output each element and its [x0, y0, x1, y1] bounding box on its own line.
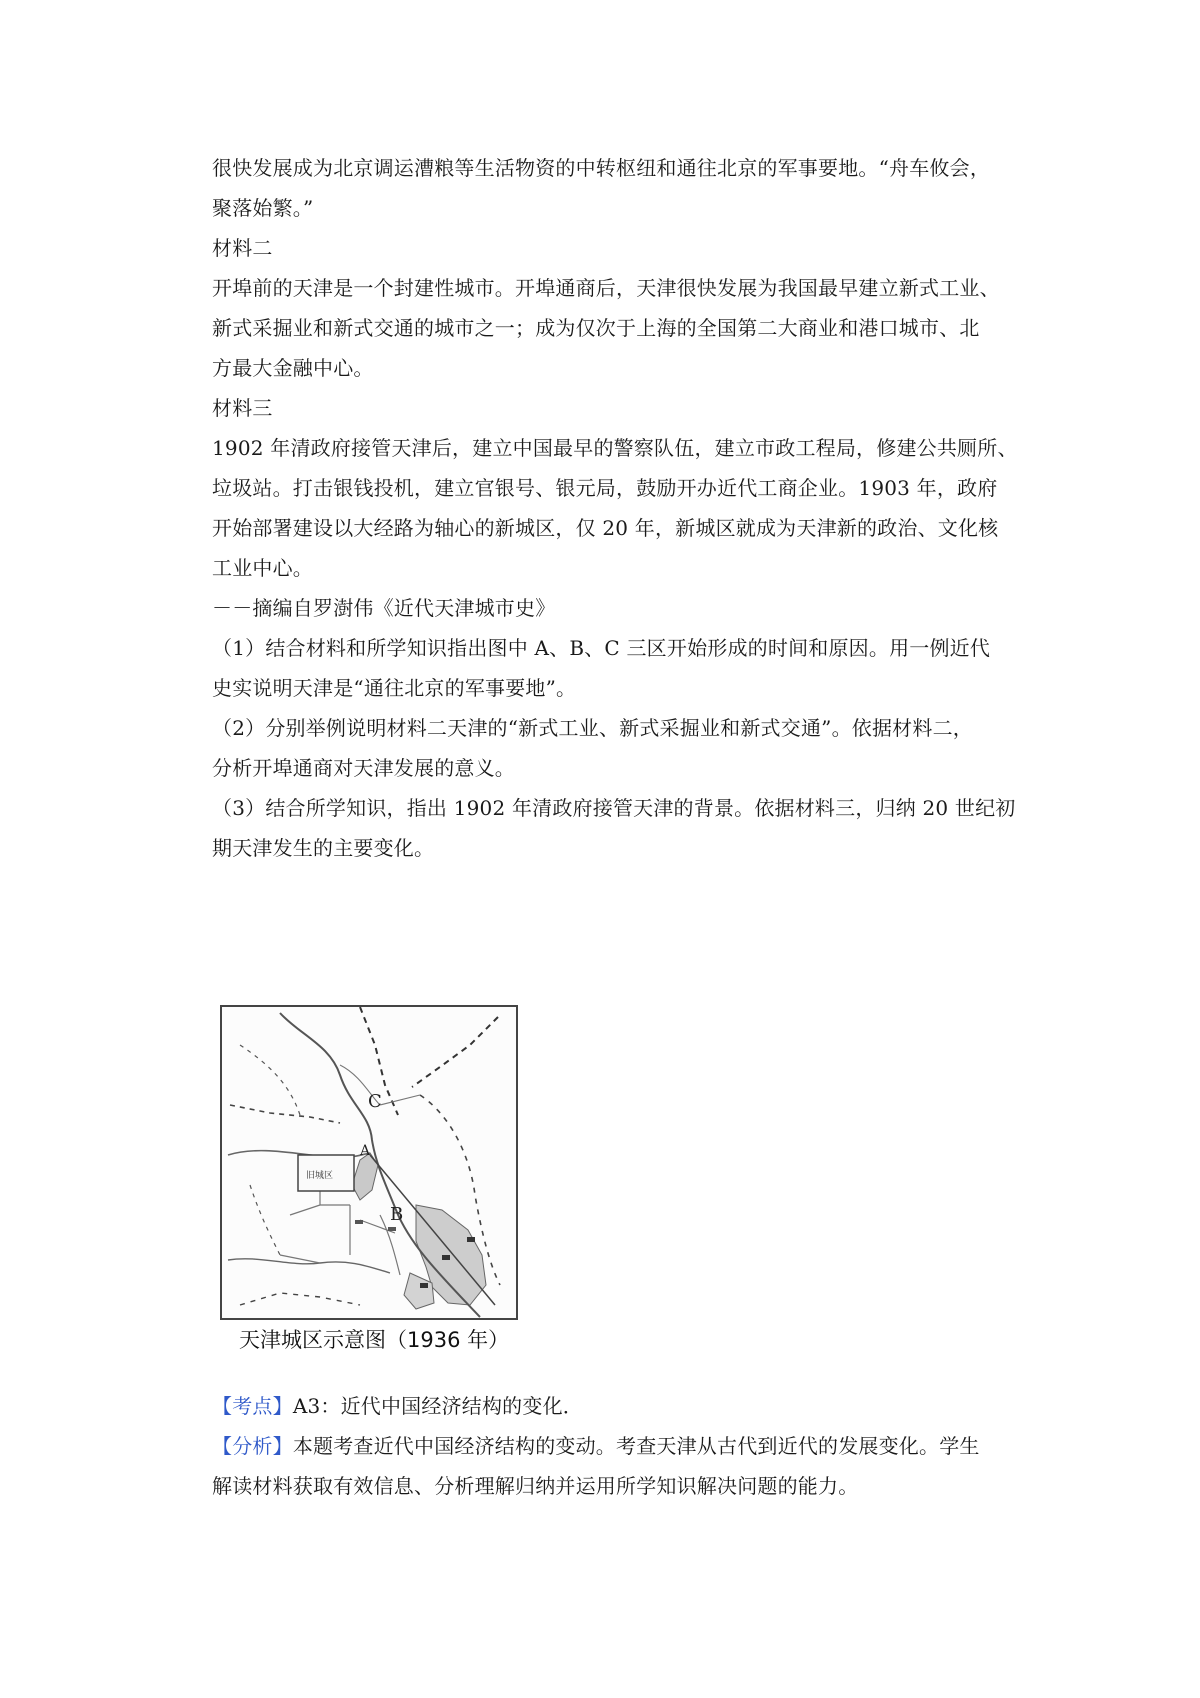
map-label-b: B	[390, 1204, 404, 1225]
tianjin-map	[220, 1005, 518, 1320]
map-caption: 天津城区示意图（1936 年）	[239, 1328, 510, 1352]
material-one-line: 聚落始繁。”	[212, 196, 314, 220]
material-three-line: 开始部署建设以大经路为轴心的新城区，仅 20 年，新城区就成为天津新的政治、文化核	[212, 516, 999, 540]
material-three-heading: 材料三	[212, 396, 273, 420]
kaodian-line	[212, 1386, 1027, 1426]
tianjin-map-figure	[212, 1005, 524, 1360]
answer-section	[212, 1386, 1027, 1506]
material-two-line: 开埠前的天津是一个封建性城市。开埠通商后，天津很快发展为我国最早建立新式工业、	[212, 276, 1000, 300]
question-3-line: 期天津发生的主要变化。	[212, 836, 435, 860]
material-one-line: 很快发展成为北京调运漕粮等生活物资的中转枢纽和通往北京的军事要地。“舟车攸会，	[212, 156, 991, 180]
tianjin-map-drawing	[220, 1005, 518, 1320]
fenxi-line	[212, 1426, 1027, 1466]
material-two-line: 方最大金融中心。	[212, 356, 374, 380]
fenxi-line: 解读材料获取有效信息、分析理解归纳并运用所学知识解决问题的能力。	[212, 1474, 859, 1498]
map-label-a: A	[360, 1143, 371, 1159]
material-two-line: 新式采掘业和新式交通的城市之一；成为仅次于上海的全国第二大商业和港口城市、北	[212, 316, 980, 340]
question-text	[212, 148, 1027, 868]
kaodian-tag: 【考点】	[212, 1394, 293, 1418]
material-three-line: 垃圾站。打击银钱投机，建立官银号、银元局，鼓励开办近代工商企业。1903 年，政府	[212, 476, 998, 500]
question-2-line: 分析开埠通商对天津发展的意义。	[212, 756, 515, 780]
material-three-line: 工业中心。	[212, 556, 313, 580]
fenxi-text: 本题考查近代中国经济结构的变动。考查天津从古代到近代的发展变化。学生	[292, 1434, 980, 1458]
map-label-old-city: 旧城区	[306, 1171, 334, 1181]
material-three-line: 1902 年清政府接管天津后，建立中国最早的警察队伍，建立市政工程局，修建公共厕所、	[212, 436, 1018, 460]
question-2-line: （2）分别举例说明材料二天津的“新式工业、新式采掘业和新式交通”。依据材料二，	[212, 716, 973, 740]
fenxi-tag: 【分析】	[212, 1434, 293, 1458]
material-two-heading: 材料二	[212, 236, 273, 260]
question-1-line: （1）结合材料和所学知识指出图中 A、B、C 三区开始形成的时间和原因。用一例近代	[212, 636, 991, 660]
map-label-c: C	[368, 1091, 382, 1112]
question-1-line: 史实说明天津是“通往北京的军事要地”。	[212, 676, 577, 700]
kaodian-text: A3：近代中国经济结构的变化．	[292, 1394, 583, 1418]
material-source: －－摘编自罗澍伟《近代天津城市史》	[212, 596, 556, 620]
question-3-line: （3）结合所学知识，指出 1902 年清政府接管天津的背景。依据材料三，归纳 20 世纪初	[212, 796, 1016, 820]
